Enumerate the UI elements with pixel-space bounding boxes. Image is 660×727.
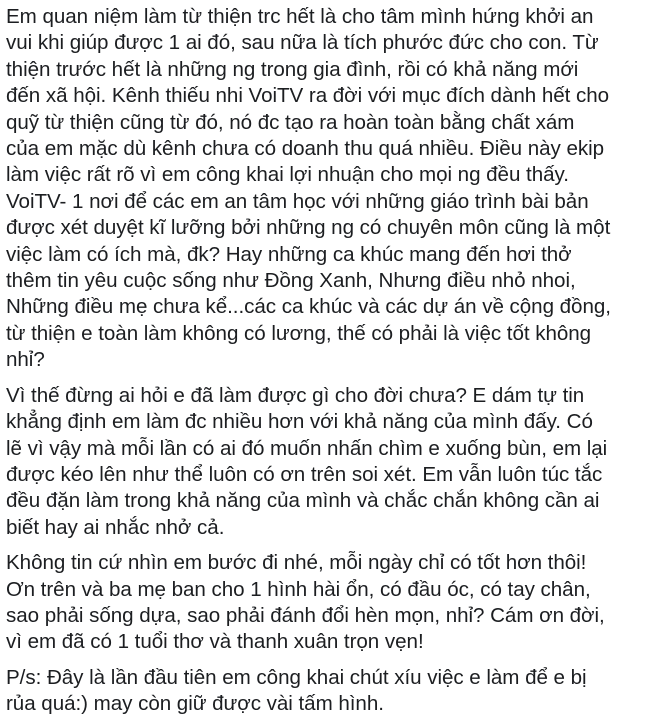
post-body bbox=[6, 4, 658, 727]
post-paragraph-2: Vì thế đừng ai hỏi e đã làm được gì cho đời chưa? E dám tự tin khẳng định em làm đc nhiều hơn với khả năng của mình đấy. Có lẽ vì vậy mà mỗi lần có ai đó muốn nhấn chìm e xuống bùn, em lại được kéo lên như thể luôn có ơn trên soi xét. Em vẫn luôn túc tắc đều đặn làm trong khả năng của mình và chắc chắn không cần ai biết hay ai nhắc nhở cả. bbox=[6, 383, 608, 539]
post-paragraph-3: Không tin cứ nhìn em bước đi nhé, mỗi ngày chỉ có tốt hơn thôi! Ơn trên và ba mẹ ban cho 1 hình hài ổn, có đầu óc, có tay chân, sao phải sống dựa, sao phải đánh đổi hèn mọn, nhỉ? Cám ơn đời, vì em đã có 1 tuổi thơ và thanh xuân trọn vẹn! bbox=[6, 551, 605, 654]
post-paragraph-4: P/s: Đây là lần đầu tiên em công khai chút xíu việc e làm để e bị rủa quá:) may còn giữ được vài tấm hình. bbox=[6, 665, 587, 716]
post-paragraph-1: Em quan niệm làm từ thiện trc hết là cho tâm mình hứng khởi an vui khi giúp được 1 ai đó, sau nữa là tích phước đức cho con. Từ thiện trước hết là những ng trong gia đình, rồi có khả năng mới đến xã hội. Kênh thiếu nhi VoiTV ra đời với mục đích dành hết cho quỹ từ thiện cũng từ đó, nó đc tạo ra hoàn toàn bằng chất xám của em mặc dù kênh chưa có doanh thu quá nhiều. Điều này ekip làm việc rất rõ vì em công khai lợi nhuận cho mọi ng đều thấy. VoiTV- 1 nơi để các em an tâm học với những giáo trình bài bản được xét duyệt kĩ lưỡng bởi những ng có chuyên môn cũng là một việc làm có ích mà, đk? Hay những ca khúc mang đến hơi thở thêm tin yêu cuộc sống như Đồng Xanh, Nhưng điều nhỏ nhoi, Những điều mẹ chưa kể...các ca khúc và các dự án về cộng đồng, từ thiện e toàn làm không có lương, thế có phải là việc tốt không nhỉ? bbox=[6, 5, 611, 372]
